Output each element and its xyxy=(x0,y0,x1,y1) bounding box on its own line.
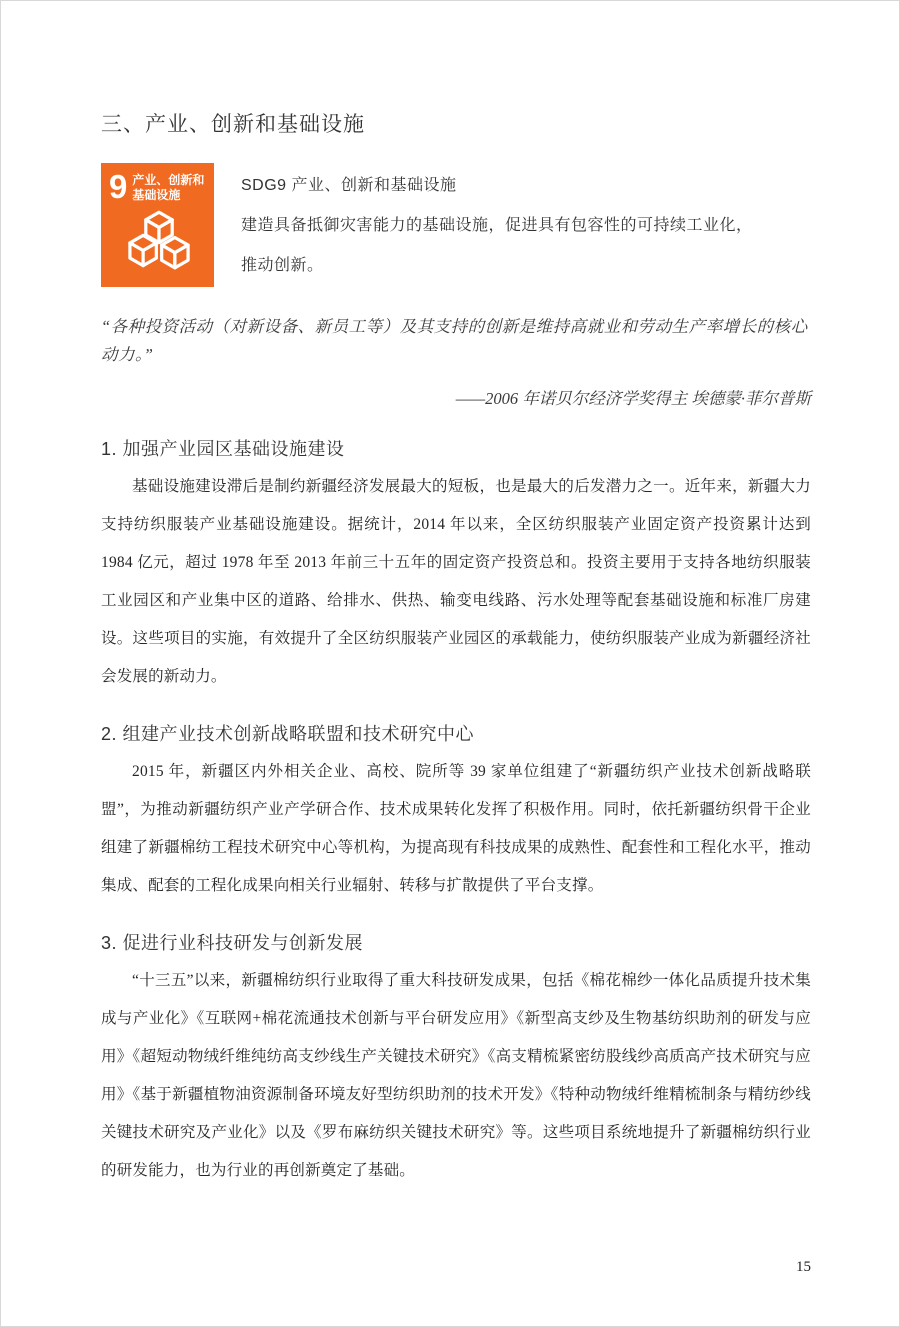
section-1-heading: 1. 加强产业园区基础设施建设 xyxy=(101,439,345,459)
section-1-paragraph: 基础设施建设滞后是制约新疆经济发展最大的短板，也是最大的后发潜力之一。近年来，新疆大力支持纺织服装产业基础设施建设。据统计，2014 年以来，全区纺织服装产业固定资产投资累计达到 1984 亿元，超过 1978 年至 2013 年前三十五年的固定资产投资总和。投资主要用于支持各地纺织服装工业园区和产业集中区的道路、给排水、供热、输变电线路、污水处理等配套基础设施和标准厂房建设。这些项目的实施，有效提升了全区纺织服装产业园区的承载能力，使纺织服装产业成为新疆经济社会发展的新动力。 xyxy=(101,478,811,685)
quote-attribution: ——2006 年诺贝尔经济学奖得主 埃德蒙·菲尔普斯 xyxy=(455,389,811,408)
section-3-paragraph: “十三五”以来，新疆棉纺织行业取得了重大科技研发成果，包括《棉花棉纱一体化品质提升技术集成与产业化》《互联网+棉花流通技术创新与平台研发应用》《新型高支纱及生物基纺织助剂的研发与应用》《超短动物绒纤维纯纺高支纱线生产关键技术研究》《高支精梳紧密纺股线纱高质高产技术研究与应用》《基于新疆植物油资源制备环境友好型纺织助剂的技术开发》《特种动物绒纤维精梳制条与精纺纱线关键技术研究及产业化》以及《罗布麻纺织关键技术研究》等。这些项目系统地提升了新疆棉纺织行业的研发能力，也为行业的再创新奠定了基础。 xyxy=(101,972,811,1179)
section-2-heading: 2. 组建产业技术创新战略联盟和技术研究中心 xyxy=(101,724,475,744)
sdg-card-label-line2: 基础设施 xyxy=(132,188,181,202)
section-3-heading: 3. 促进行业科技研发与创新发展 xyxy=(101,933,364,953)
sdg-banner xyxy=(101,163,811,287)
sdg-card-header xyxy=(109,170,208,203)
page-number: 15 xyxy=(796,1259,811,1275)
sdg-card-label xyxy=(132,173,204,203)
section-2-paragraph: 2015 年，新疆区内外相关企业、高校、院所等 39 家单位组建了“新疆纺织产业技术创新战略联盟”，为推动新疆纺织产业产学研合作、技术成果转化发挥了积极作用。同时，依托新疆纺织骨干企业组建了新疆棉纺工程技术研究中心等机构，为提高现有科技成果的成熟性、配套性和工程化水平，推动集成、配套的工程化成果向相关行业辐射、转移与扩散提供了平台支撑。 xyxy=(101,763,811,894)
sdg-description-line2: 推动创新。 xyxy=(241,257,324,274)
cubes-icon xyxy=(109,205,208,283)
sdg-heading: SDG9 产业、创新和基础设施 xyxy=(241,177,457,194)
sdg-description xyxy=(241,163,753,286)
sdg-description-line1: 建造具备抵御灾害能力的基础设施，促进具有包容性的可持续工业化， xyxy=(241,217,753,234)
sdg-goal-number: 9 xyxy=(109,168,127,205)
sdg-card-label-line1: 产业、创新和 xyxy=(132,173,205,187)
quote-text: “各种投资活动（对新设备、新员工等）及其支持的创新是维持高就业和劳动生产率增长的核心动力。” xyxy=(101,317,808,364)
sdg9-card xyxy=(101,163,214,287)
page-title: 三、产业、创新和基础设施 xyxy=(101,113,365,136)
